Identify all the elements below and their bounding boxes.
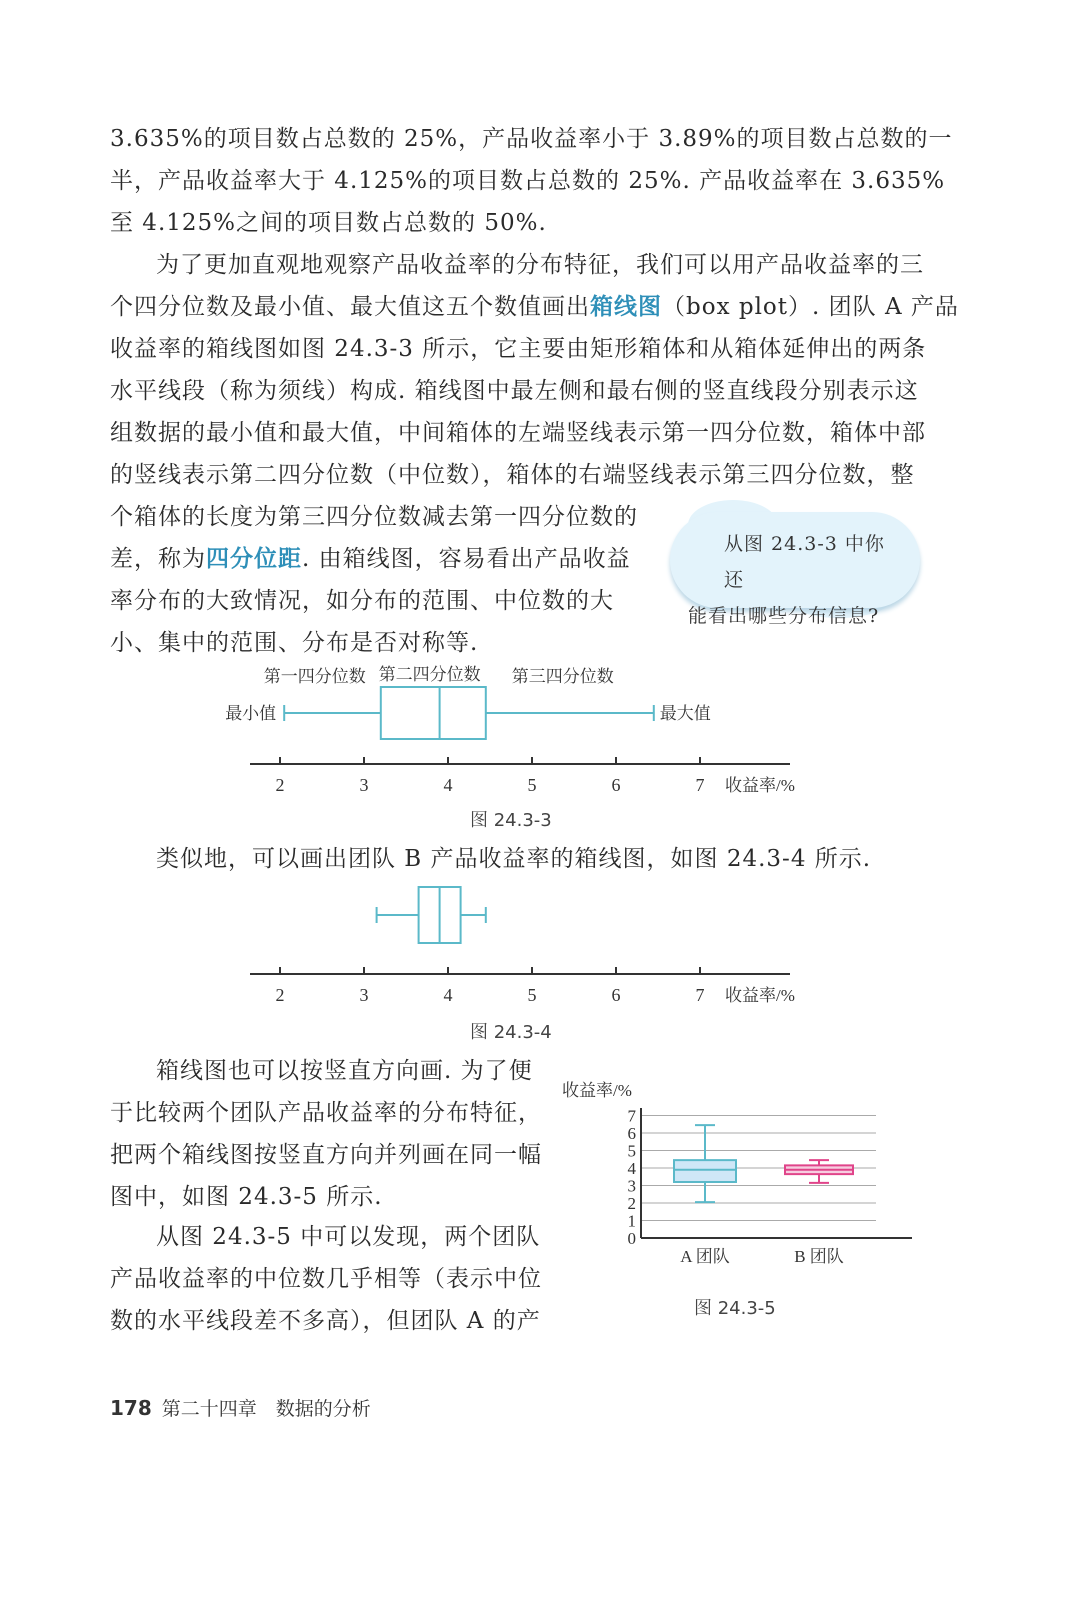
category-label: B 团队 — [794, 1247, 844, 1266]
text-span: 差，称为 — [110, 546, 206, 572]
x-tick-label: 3 — [359, 775, 369, 795]
text-line: 产品收益率的中位数几乎相等（表示中位 — [110, 1266, 542, 1292]
text-line: 从图 24.3-5 中可以发现，两个团队 — [156, 1224, 541, 1250]
paragraph-5 — [110, 1216, 542, 1342]
text-line: 率分布的大致情况，如分布的范围、中位数的大 — [110, 588, 614, 614]
text-line: 于比较两个团队产品收益率的分布特征， — [110, 1100, 542, 1126]
text-line: 组数据的最小值和最大值，中间箱体的左端竖线表示第一四分位数，箱体中部 — [110, 420, 926, 446]
term-interquartile-range: 四分位距 — [206, 545, 302, 572]
x-tick-label: 4 — [443, 775, 453, 795]
x-tick-label: 6 — [611, 985, 621, 1005]
figure-caption: 图 24.3-5 — [694, 1298, 776, 1319]
x-tick-label: 6 — [611, 775, 621, 795]
text-line: 的竖线表示第二四分位数（中位数），箱体的右端竖线表示第三四分位数，整 — [110, 462, 915, 488]
text-line: 类似地，可以画出团队 B 产品收益率的箱线图，如图 24.3-4 所示. — [156, 846, 872, 872]
x-axis-label: 收益率/% — [725, 776, 795, 795]
min-label: 最小值 — [225, 704, 277, 723]
text-line: 水平线段（称为须线）构成. 箱线图中最左侧和最右侧的竖直线段分别表示这 — [110, 378, 919, 404]
paragraph-4 — [110, 1050, 542, 1218]
x-axis-label: 收益率/% — [725, 986, 795, 1005]
iqr-box — [674, 1160, 736, 1182]
x-tick-label: 4 — [443, 985, 453, 1005]
y-tick-label: 7 — [627, 1106, 636, 1126]
text-line: 把两个箱线图按竖直方向并列画在同一幅 — [110, 1142, 542, 1168]
text-line: 小、集中的范围、分布是否对称等. — [110, 630, 479, 656]
text-line: 个箱体的长度为第三四分位数减去第一四分位数的 — [110, 504, 638, 530]
figure-caption: 图 24.3-4 — [470, 1022, 552, 1043]
paragraph-3 — [110, 838, 871, 880]
x-tick-label: 2 — [275, 775, 285, 795]
y-tick-label: 4 — [627, 1159, 636, 1178]
x-tick-label: 5 — [527, 775, 537, 795]
text-line: 3.635%的项目数占总数的 25%，产品收益率小于 3.89%的项目数占总数的一 — [110, 126, 953, 152]
y-tick-label: 1 — [627, 1211, 636, 1231]
x-tick-label: 5 — [527, 985, 537, 1005]
text-line: 收益率的箱线图如图 24.3-3 所示，它主要由矩形箱体和从箱体延伸出的两条 — [110, 336, 927, 362]
iqr-box — [381, 687, 486, 739]
text-span: 个四分位数及最小值、最大值这五个数值画出 — [110, 294, 590, 320]
text-line: 图中，如图 24.3-5 所示. — [110, 1184, 383, 1210]
y-axis-label: 收益率/% — [562, 1081, 632, 1100]
text-line: 箱线图也可以按竖直方向画. 为了便 — [156, 1058, 533, 1084]
q1-label: 第一四分位数 — [263, 667, 366, 686]
x-tick-label: 3 — [359, 985, 369, 1005]
text-line: 至 4.125%之间的项目数占总数的 50%. — [110, 210, 547, 236]
x-tick-label: 7 — [695, 775, 705, 795]
term-box-plot: 箱线图 — [590, 293, 662, 320]
q3-label: 第三四分位数 — [511, 667, 614, 686]
callout-line: 从图 24.3-3 中你还 — [724, 533, 885, 591]
y-tick-label: 6 — [627, 1124, 636, 1143]
text-line: 为了更加直观地观察产品收益率的分布特征，我们可以用产品收益率的三 — [156, 252, 924, 278]
max-label: 最大值 — [659, 704, 711, 723]
page-number: 178 — [110, 1396, 152, 1420]
category-label: A 团队 — [680, 1247, 730, 1266]
x-tick-label: 2 — [275, 985, 285, 1005]
callout-line: 能看出哪些分布信息? — [688, 605, 880, 627]
text-line: 半，产品收益率大于 4.125%的项目数占总数的 25%. 产品收益率在 3.635% — [110, 168, 946, 194]
median-label: 第二四分位数 — [378, 665, 481, 684]
figure-caption: 图 24.3-3 — [470, 810, 552, 831]
chapter-title: 第二十四章 数据的分析 — [161, 1398, 371, 1420]
y-tick-label: 3 — [627, 1176, 636, 1196]
page-footer — [110, 1394, 371, 1421]
text-line: 数的水平线段差不多高），但团队 A 的产 — [110, 1308, 541, 1334]
y-tick-label: 0 — [627, 1229, 636, 1248]
y-tick-label: 5 — [627, 1141, 636, 1161]
y-tick-label: 2 — [627, 1194, 636, 1213]
text-span: （box plot）. 团队 A 产品 — [662, 294, 959, 320]
text-span: . 由箱线图，容易看出产品收益 — [302, 546, 631, 572]
x-tick-label: 7 — [695, 985, 705, 1005]
